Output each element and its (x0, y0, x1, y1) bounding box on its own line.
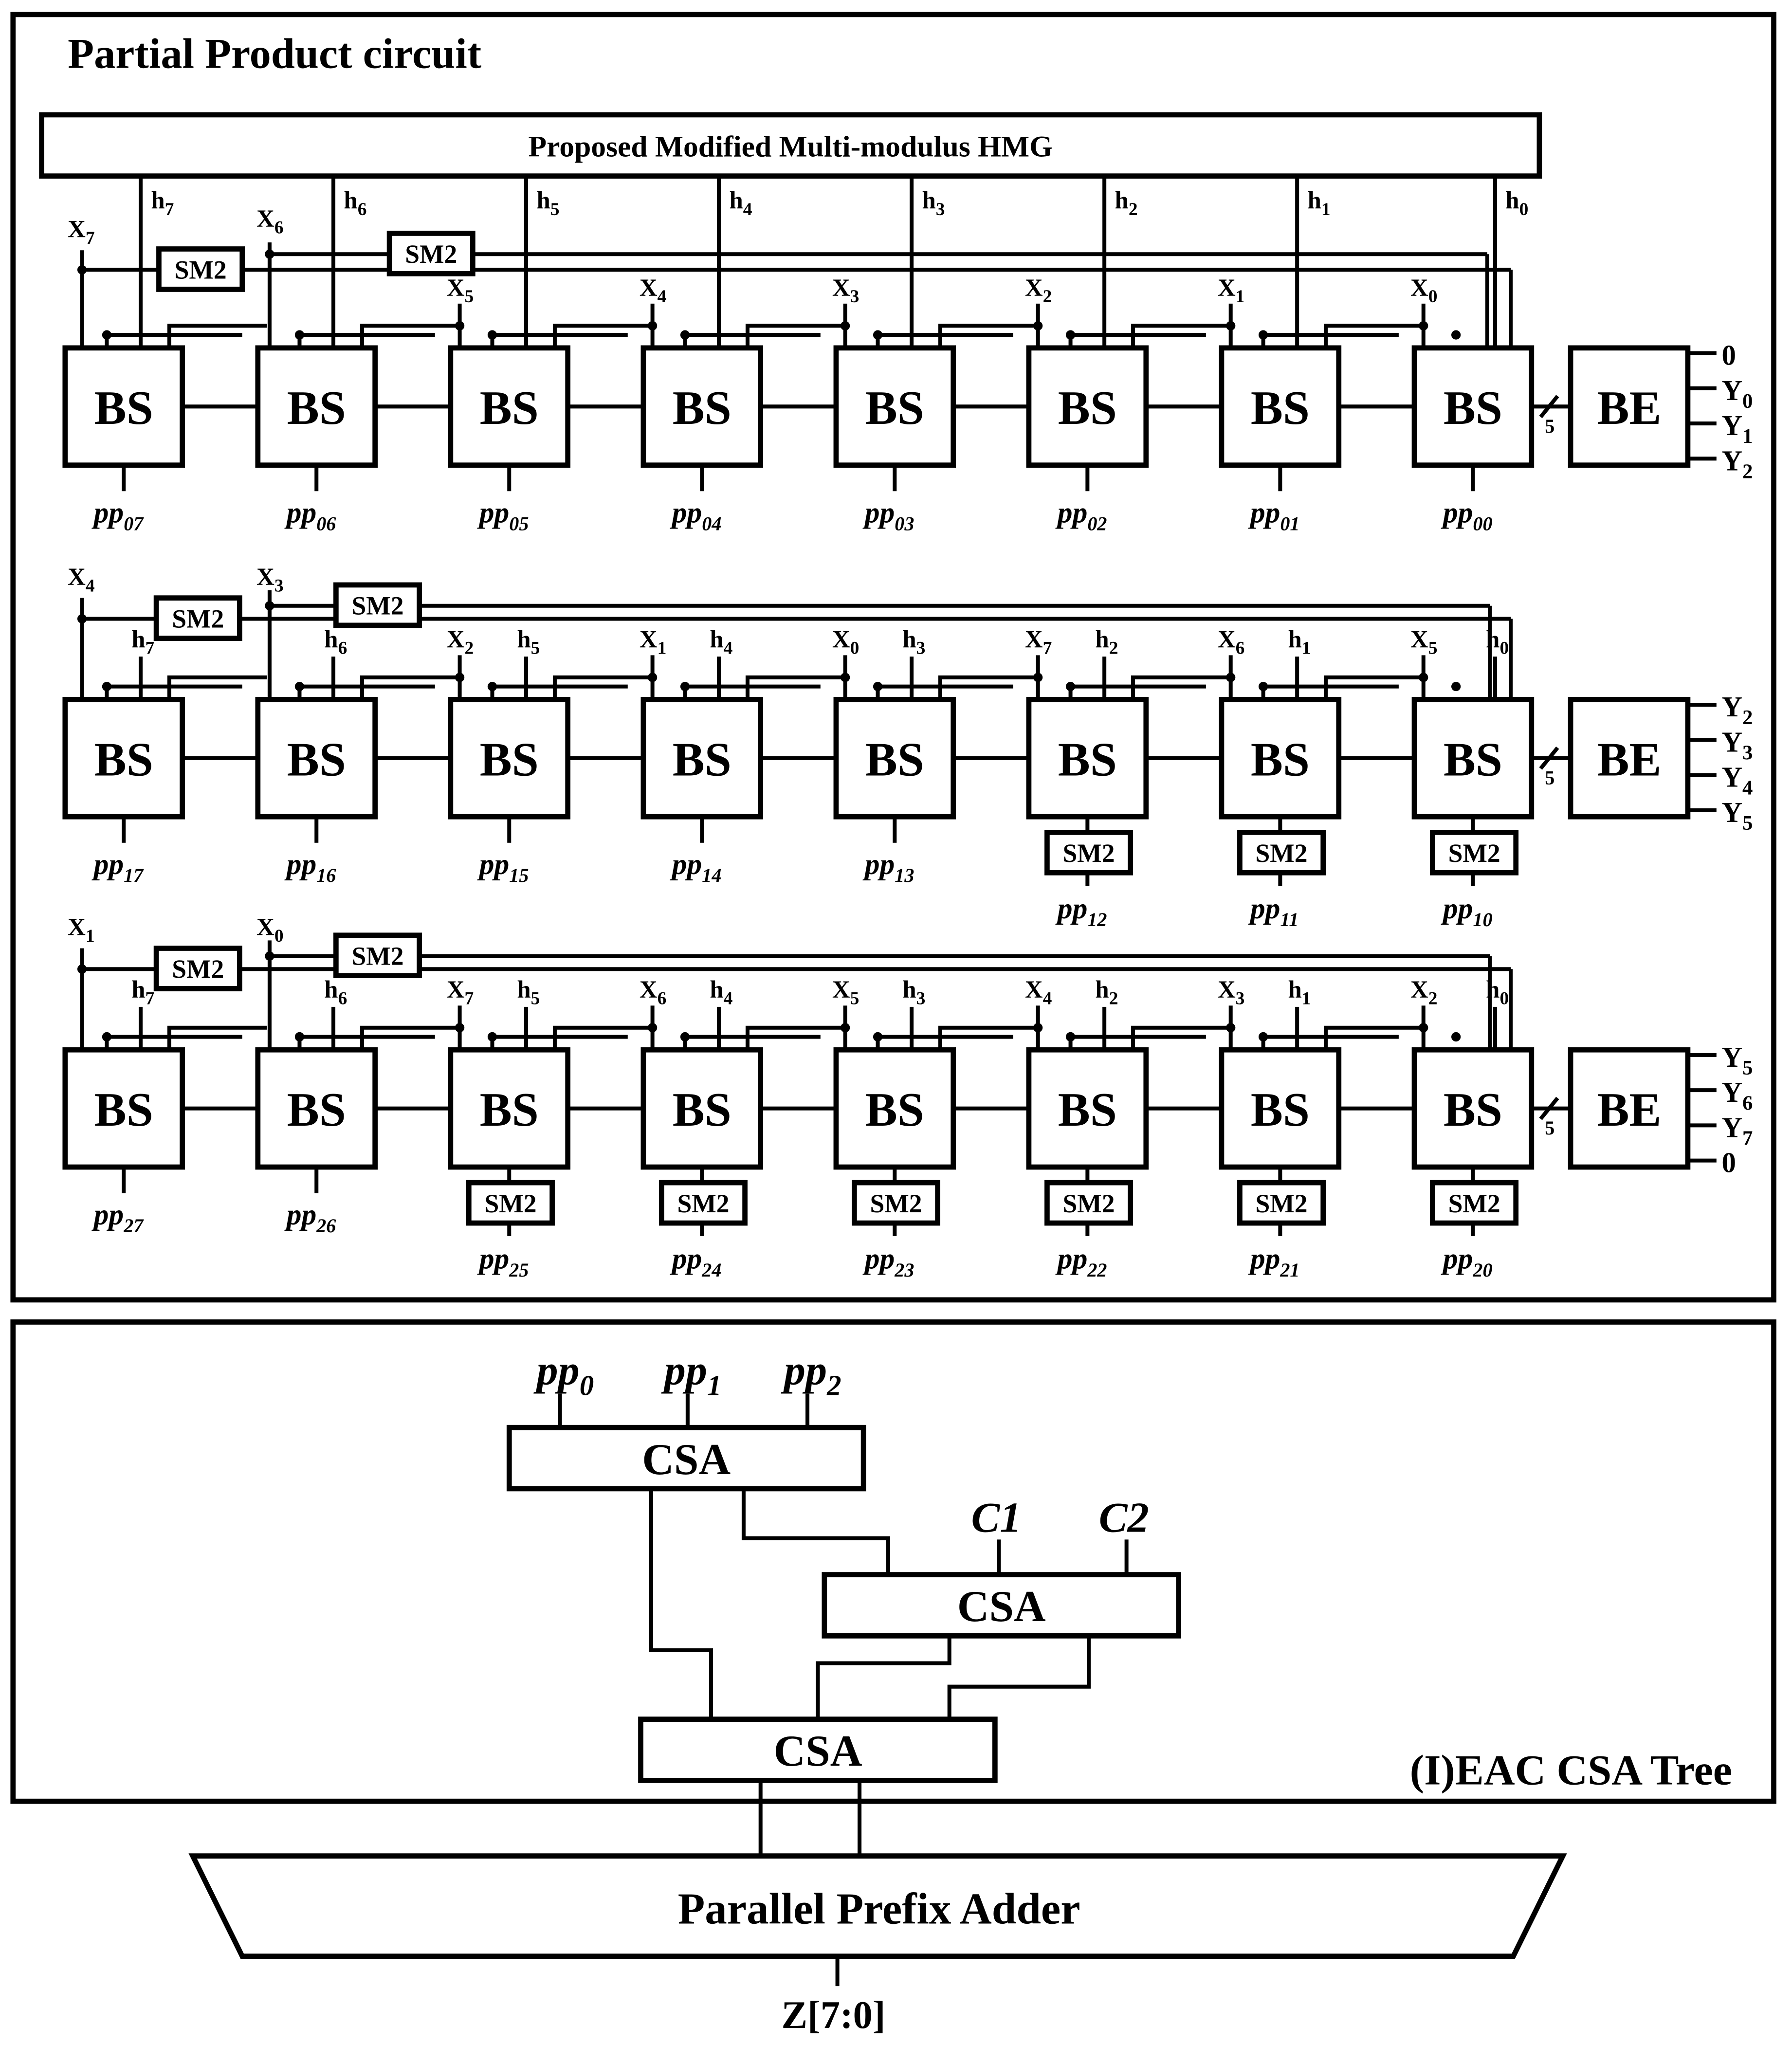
bs-block (1222, 699, 1339, 817)
bs-block (836, 699, 953, 817)
x-input-label: $X_2$ (1410, 976, 1438, 1009)
bs-block (258, 348, 375, 465)
pp-output-label: $pp_{23}$ (864, 1242, 914, 1281)
sm2-output-block (469, 1183, 552, 1223)
be-output-label: $Y_2$ (1721, 691, 1753, 730)
be-output-label: $Y_2$ (1721, 445, 1753, 483)
bs-block (258, 699, 375, 817)
sm2-output-block-label: SM2 (1255, 1188, 1308, 1218)
sm2-output-block (1240, 832, 1323, 873)
be-output-label: $Y_1$ (1721, 410, 1753, 448)
bs-block-label: BS (1443, 733, 1502, 786)
bs-block (643, 699, 761, 817)
bs-block-label: BS (479, 1083, 539, 1137)
h-input-label: $h_7$ (131, 976, 155, 1009)
h-input-label: $h_5$ (517, 625, 540, 658)
be-block-label: BE (1597, 733, 1662, 786)
h-input-label: $h_0$ (1486, 625, 1509, 658)
h-input-label: $h_1$ (1288, 976, 1311, 1009)
bs-block (1414, 699, 1532, 817)
left-input-label: $X_1$ (68, 913, 95, 947)
pp-output-label: $pp_{13}$ (864, 847, 914, 887)
left-input-label: $X_0$ (256, 913, 284, 947)
sm2-output-block-label: SM2 (1255, 839, 1308, 868)
x-input-label: $X_5$ (832, 976, 859, 1009)
csa-constant-label: C1 (971, 1494, 1022, 1542)
h-input-label: $h_0$ (1486, 976, 1509, 1009)
junction-dot (1451, 1032, 1461, 1041)
be-output-label: $Y_4$ (1721, 761, 1753, 800)
bs-block-label: BS (1250, 1083, 1310, 1137)
bs-block (643, 348, 761, 465)
bs-block (65, 699, 183, 817)
partial-product-title: Partial Product circuit (68, 30, 482, 78)
sm2-output-block-label: SM2 (1448, 839, 1500, 868)
h-input-label: $h_3$ (902, 976, 926, 1009)
bs-block-label: BS (94, 381, 153, 435)
h-input-label: $h_3$ (902, 625, 926, 658)
pp-output-label: $pp_{03}$ (864, 496, 914, 535)
sm2-output-block (1432, 1183, 1516, 1223)
pp-output-label: $pp_{02}$ (1057, 496, 1107, 535)
bs-block (1222, 348, 1339, 465)
x-input-label: $X_2$ (446, 625, 474, 658)
sm2-block-label: SM2 (351, 941, 404, 971)
bs-block-label: BS (1250, 381, 1310, 435)
left-input-label: $X_4$ (68, 563, 95, 596)
junction-dot (841, 321, 850, 330)
pp-output-label: $pp_{25}$ (479, 1242, 529, 1281)
be-block-label: BE (1597, 1083, 1662, 1137)
sm2-block-label: SM2 (405, 239, 457, 269)
bs-block-label: BS (1443, 381, 1502, 435)
pp-output-label: $pp_{24}$ (672, 1242, 722, 1281)
h-input-label: $h_1$ (1288, 625, 1311, 658)
junction-dot (841, 673, 850, 682)
be-output-label: $Y_0$ (1721, 374, 1753, 413)
bs-block-label: BS (287, 733, 346, 786)
pp-output-label: $pp_{12}$ (1057, 892, 1107, 931)
junction-dot (1419, 1023, 1428, 1032)
be-output-label: $Y_5$ (1721, 796, 1753, 835)
csa-tree (509, 1347, 1178, 1856)
hmg-output-label: $h_6$ (344, 186, 367, 219)
bs-block-label: BS (287, 381, 346, 435)
bs-block-label: BS (94, 733, 153, 786)
pp-output-label: $pp_{27}$ (93, 1198, 144, 1237)
junction-dot (455, 673, 464, 682)
junction-dot (1226, 321, 1235, 330)
sm2-block-label: SM2 (351, 591, 404, 621)
x-input-label: $X_4$ (639, 274, 667, 307)
bs-block (258, 1050, 375, 1167)
sm2-output-block (1047, 1183, 1130, 1223)
h-input-label: $h_4$ (710, 625, 733, 658)
junction-dot (1419, 321, 1428, 330)
x-input-label: $X_2$ (1024, 274, 1052, 307)
bs-block (1414, 348, 1532, 465)
x-input-label: $X_4$ (1024, 976, 1052, 1009)
h-input-label: $h_6$ (324, 625, 347, 658)
bs-block-label: BS (479, 381, 539, 435)
junction-dot (648, 673, 657, 682)
junction-dot (1451, 682, 1461, 691)
be-output-label: 0 (1721, 1147, 1736, 1179)
sm2-block-label: SM2 (174, 255, 227, 285)
partial-product-rows (65, 176, 1753, 1281)
csa-wire (950, 1636, 1089, 1719)
h-input-label: $h_5$ (517, 976, 540, 1009)
bs-block-label: BS (1058, 381, 1117, 435)
junction-dot (648, 1023, 657, 1032)
bs-block-label: BS (1250, 733, 1310, 786)
be-block (1571, 1050, 1688, 1167)
bs-block (836, 348, 953, 465)
bs-block (1029, 1050, 1146, 1167)
be-output-label: $Y_3$ (1721, 726, 1753, 765)
hmg-output-label: $h_1$ (1307, 186, 1331, 219)
hmg-output-label: $h_5$ (536, 186, 560, 219)
sm2-output-block-label: SM2 (677, 1188, 730, 1218)
sm2-output-block-label: SM2 (484, 1188, 537, 1218)
bs-block-label: BS (865, 1083, 924, 1137)
pp-output-label: $pp_{10}$ (1443, 892, 1493, 931)
csa-wire (744, 1489, 888, 1575)
sm2-output-block-label: SM2 (1062, 839, 1115, 868)
pp-output-label: $pp_{04}$ (672, 496, 722, 535)
bs-block (451, 699, 568, 817)
bs-block (836, 1050, 953, 1167)
x-input-label: $X_0$ (1410, 274, 1438, 307)
sm2-output-block (1432, 832, 1516, 873)
csa-block-1 (509, 1427, 863, 1489)
pp-output-label: $pp_{15}$ (479, 847, 529, 887)
h-input-label: $h_2$ (1095, 976, 1118, 1009)
adder-label: Parallel Prefix Adder (677, 1884, 1080, 1934)
pp-output-label: $pp_{11}$ (1250, 892, 1299, 931)
h-input-label: $h_6$ (324, 976, 347, 1009)
junction-dot (1033, 1023, 1042, 1032)
bs-block-label: BS (94, 1083, 153, 1137)
sm2-block (159, 249, 242, 290)
adder-output-label: Z[7:0] (781, 1993, 886, 2037)
csa-constant-label: C2 (1098, 1494, 1149, 1542)
pp-output-label: $pp_{20}$ (1443, 1242, 1493, 1281)
be-block (1571, 348, 1688, 465)
csa-wire (651, 1489, 711, 1719)
bus-width-label: 5 (1545, 1117, 1555, 1139)
pp-output-label: $pp_{26}$ (286, 1198, 336, 1237)
bus-width-label: 5 (1545, 767, 1555, 789)
sm2-output-block (661, 1183, 745, 1223)
bs-block-label: BS (672, 733, 731, 786)
csa-pp-input-label: $pp_1$ (664, 1346, 722, 1402)
sm2-block (156, 598, 239, 639)
x-input-label: $X_7$ (446, 976, 474, 1009)
pp-output-label: $pp_{01}$ (1250, 496, 1300, 535)
bs-block-label: BS (865, 733, 924, 786)
be-output-label: $Y_7$ (1721, 1112, 1753, 1150)
hmg-output-label: $h_7$ (151, 186, 174, 219)
h-input-label: $h_7$ (131, 625, 155, 658)
pp-output-label: $pp_{17}$ (93, 847, 144, 887)
left-input-label: $X_7$ (68, 215, 95, 248)
junction-dot (1226, 1023, 1235, 1032)
csa-pp-input-label: $pp_0$ (536, 1346, 594, 1402)
x-input-label: $X_3$ (832, 274, 859, 307)
bs-block (1029, 348, 1146, 465)
sm2-output-block (1047, 832, 1130, 873)
pp-output-label: $pp_{07}$ (93, 496, 144, 535)
junction-dot (1419, 673, 1428, 682)
csa-wire (818, 1636, 949, 1719)
csa-tree-title: (I)EAC CSA Tree (1409, 1746, 1732, 1794)
bs-block (1414, 1050, 1532, 1167)
left-input-label: $X_6$ (256, 205, 284, 238)
hmg-output-label: $h_3$ (922, 186, 945, 219)
junction-dot (841, 1023, 850, 1032)
sm2-block (389, 233, 473, 274)
bs-block-label: BS (1058, 1083, 1117, 1137)
sm2-block-label: SM2 (172, 604, 224, 634)
be-output-label: $Y_6$ (1721, 1077, 1753, 1115)
be-output-label: 0 (1721, 339, 1736, 371)
h-input-label: $h_4$ (710, 976, 733, 1009)
pp-output-label: $pp_{16}$ (286, 847, 336, 887)
sm2-block-label: SM2 (172, 954, 224, 984)
x-input-label: $X_1$ (639, 625, 667, 658)
bs-block (65, 348, 183, 465)
be-block-label: BE (1597, 381, 1662, 435)
bs-block (643, 1050, 761, 1167)
pp-row-1 (65, 563, 1753, 931)
be-block (1571, 699, 1688, 817)
bs-block-label: BS (672, 1083, 731, 1137)
csa-block-1-label: CSA (642, 1434, 731, 1484)
left-input-label: $X_3$ (256, 563, 284, 596)
bs-block (65, 1050, 183, 1167)
hmg-label: Proposed Modified Multi-modulus HMG (528, 130, 1053, 164)
pp-row-2 (65, 913, 1753, 1281)
bs-block-label: BS (479, 733, 539, 786)
sm2-block (156, 948, 239, 988)
x-input-label: $X_5$ (1410, 625, 1438, 658)
x-input-label: $X_7$ (1024, 625, 1052, 658)
sm2-output-block-label: SM2 (1062, 1188, 1115, 1218)
hmg-output-label: $h_4$ (729, 186, 752, 219)
x-input-label: $X_6$ (1217, 625, 1245, 658)
pp-output-label: $pp_{05}$ (479, 496, 529, 535)
csa-block-2-label: CSA (957, 1582, 1046, 1631)
junction-dot (1451, 330, 1461, 340)
junction-dot (648, 321, 657, 330)
bs-block-label: BS (1443, 1083, 1502, 1137)
junction-dot (1033, 673, 1042, 682)
sm2-output-block (854, 1183, 937, 1223)
junction-dot (455, 321, 464, 330)
junction-dot (1033, 321, 1042, 330)
pp-row-0 (65, 205, 1753, 534)
sm2-output-block-label: SM2 (870, 1188, 922, 1218)
bs-block-label: BS (865, 381, 924, 435)
bs-block (1222, 1050, 1339, 1167)
x-input-label: $X_3$ (1217, 976, 1245, 1009)
x-input-label: $X_5$ (446, 274, 474, 307)
bs-block (1029, 699, 1146, 817)
sm2-output-block (1240, 1183, 1323, 1223)
sm2-block (336, 935, 419, 976)
csa-block-2 (824, 1575, 1179, 1636)
sm2-block (336, 585, 419, 625)
bs-block-label: BS (672, 381, 731, 435)
sm2-output-block-label: SM2 (1448, 1188, 1500, 1218)
hmg-output-label: $h_0$ (1505, 186, 1529, 219)
csa-block-3 (641, 1719, 995, 1781)
bs-block-label: BS (287, 1083, 346, 1137)
bus-width-label: 5 (1545, 415, 1555, 437)
junction-dot (455, 1023, 464, 1032)
pp-output-label: $pp_{06}$ (286, 496, 336, 535)
be-output-label: $Y_5$ (1721, 1041, 1753, 1080)
bs-block-label: BS (1058, 733, 1117, 786)
csa-block-3-label: CSA (773, 1726, 862, 1776)
x-input-label: $X_1$ (1217, 274, 1245, 307)
hmg-output-label: $h_2$ (1115, 186, 1138, 219)
h-input-label: $h_2$ (1095, 625, 1118, 658)
csa-pp-input-label: $pp_2$ (784, 1346, 841, 1402)
junction-dot (1226, 673, 1235, 682)
pp-output-label: $pp_{21}$ (1250, 1242, 1300, 1281)
pp-output-label: $pp_{14}$ (672, 847, 722, 887)
x-input-label: $X_6$ (639, 976, 667, 1009)
pp-output-label: $pp_{22}$ (1057, 1242, 1107, 1281)
bs-block (451, 1050, 568, 1167)
bs-block (451, 348, 568, 465)
pp-output-label: $pp_{00}$ (1443, 496, 1493, 535)
x-input-label: $X_0$ (832, 625, 859, 658)
